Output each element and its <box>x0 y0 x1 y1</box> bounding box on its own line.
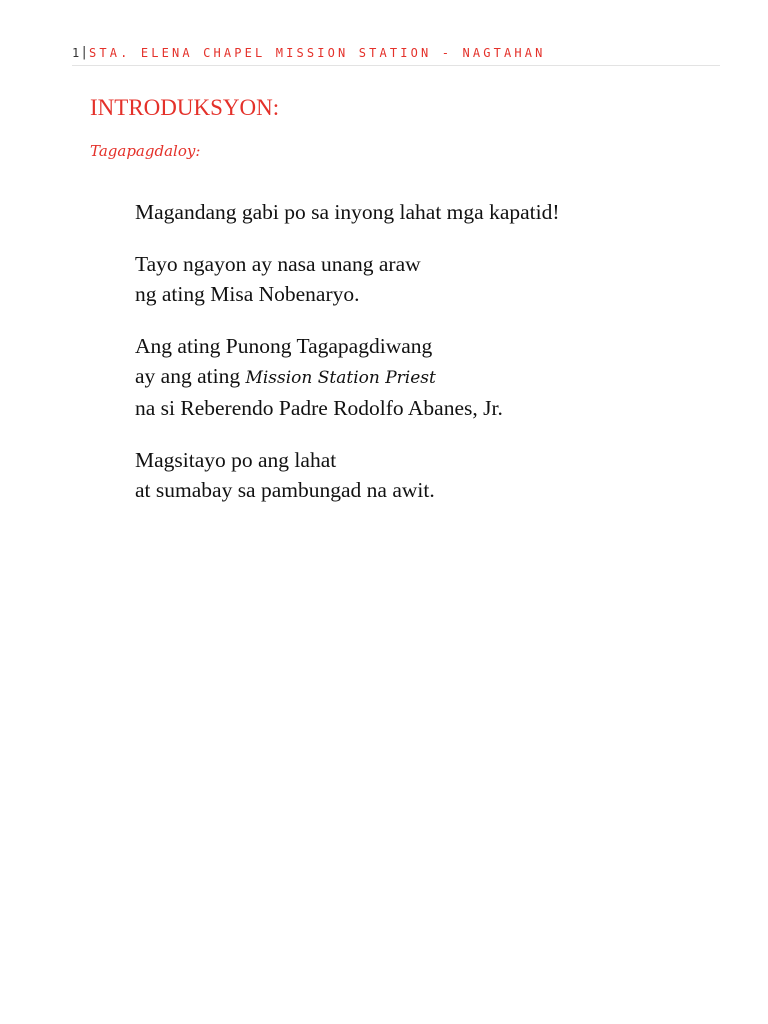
script-line-text: ay ang ating <box>135 364 246 388</box>
script-paragraph-instruction <box>135 445 715 505</box>
script-line: Magsitayo po ang lahat <box>135 448 337 472</box>
speaker-role: Tagapagdaloy: <box>90 142 201 160</box>
script-line: Tayo ngayon ay nasa unang araw <box>135 252 421 276</box>
script-line: at sumabay sa pambungad na awit. <box>135 478 435 502</box>
script-line <box>135 361 715 393</box>
script-paragraph-greeting <box>135 197 715 227</box>
script-body <box>135 197 715 527</box>
script-paragraph-celebrant <box>135 331 715 423</box>
script-paragraph-day <box>135 249 715 309</box>
script-line: na si Reberendo Padre Rodolfo Abanes, Jr. <box>135 396 503 420</box>
script-emphasis: Mission Station Priest <box>245 368 436 388</box>
header-divider: | <box>82 45 87 60</box>
section-heading: INTRODUKSYON: <box>90 95 280 120</box>
script-line: Magandang gabi po sa inyong lahat mga kapatid! <box>135 200 560 224</box>
script-line: Ang ating Punong Tagapagdiwang <box>135 334 433 358</box>
header-title: STA. ELENA CHAPEL MISSION STATION - NAGTAHAN <box>89 46 546 60</box>
script-line: ng ating Misa Nobenaryo. <box>135 282 360 306</box>
page-number: 1 <box>72 46 81 60</box>
page-header <box>72 45 720 66</box>
